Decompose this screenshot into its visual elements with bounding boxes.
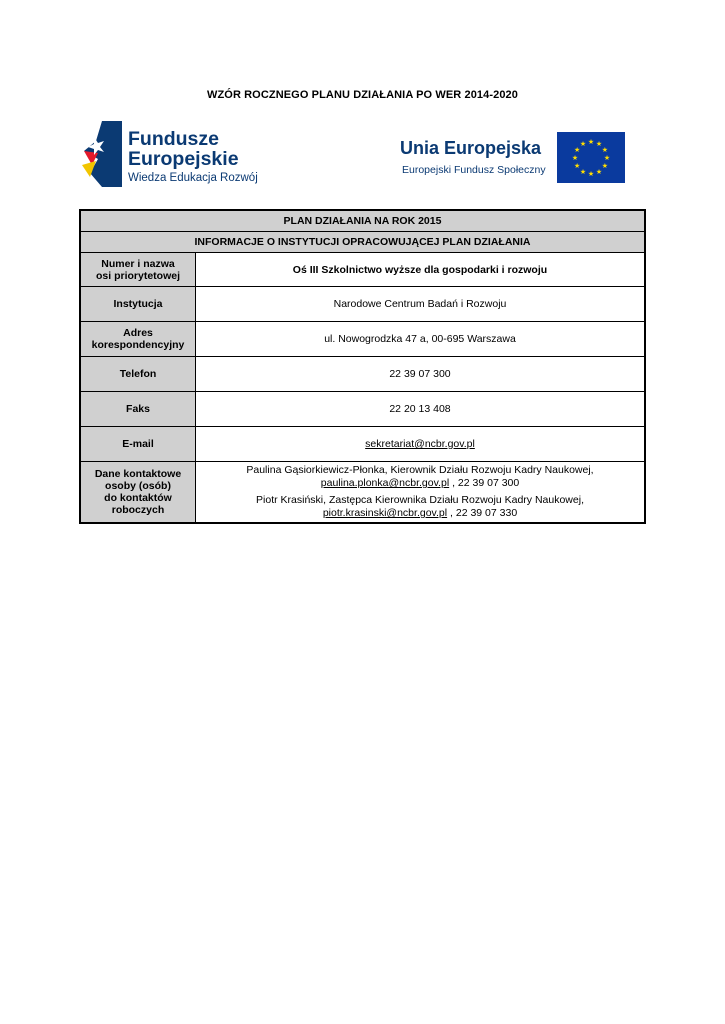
contacts-label: Dane kontaktowe osoby (osób) do kontaktów roboczych (80, 462, 196, 524)
eu-flag-icon (557, 132, 625, 183)
eu-star-icon: ★ (601, 147, 609, 154)
eu-star-icon: ★ (587, 171, 595, 178)
email-link[interactable]: sekretariat@ncbr.gov.pl (365, 438, 475, 450)
fax-value: 22 20 13 408 (196, 392, 646, 427)
phone-label: Telefon (80, 357, 196, 392)
fe-logo-line1: Fundusze (128, 128, 219, 150)
eu-star-icon: ★ (579, 168, 587, 176)
contact-person-2-details (200, 507, 640, 520)
table-row (80, 392, 645, 427)
axis-value: Oś III Szkolnictwo wyższe dla gospodarki i rozwoju (196, 253, 646, 287)
eu-star-icon: ★ (595, 168, 603, 176)
email-label: E-mail (80, 427, 196, 462)
contacts-value (196, 462, 646, 524)
institution-label: Instytucja (80, 287, 196, 322)
table-row (80, 427, 645, 462)
eu-star-icon: ★ (587, 139, 595, 146)
eu-star-icon: ★ (595, 141, 603, 149)
plan-title: PLAN DZIAŁANIA NA ROK 2015 (80, 210, 645, 232)
document-title: WZÓR ROCZNEGO PLANU DZIAŁANIA PO WER 2014-2020 (206, 89, 518, 101)
fe-logo-tagline: Wiedza Edukacja Rozwój (128, 172, 258, 184)
contact-person-1-phone: , 22 39 07 300 (449, 477, 520, 489)
contact-person-2-phone: , 22 39 07 330 (447, 507, 518, 519)
fax-label: Faks (80, 392, 196, 427)
email-cell (196, 427, 646, 462)
contact-person-2-email[interactable]: piotr.krasinski@ncbr.gov.pl (322, 507, 448, 519)
phone-value: 22 39 07 300 (196, 357, 646, 392)
eu-star-icon: ★ (579, 141, 587, 149)
contact-person-2: Piotr Krasiński, Zastępca Kierownika Działu Rozwoju Kadry Naukowej, (256, 494, 584, 506)
institution-value: Narodowe Centrum Badań i Rozwoju (196, 287, 646, 322)
eu-star-icon: ★ (601, 163, 609, 170)
axis-label: Numer i nazwa osi priorytetowej (80, 253, 196, 287)
fundusze-europejskie-logo (82, 121, 262, 191)
table-row (80, 462, 645, 524)
plan-table (79, 209, 646, 524)
plan-subtitle: INFORMACJE O INSTYTUCJI OPRACOWUJĄCEJ PLAN DZIAŁANIA (80, 232, 645, 253)
fe-logo-line2: Europejskie (128, 148, 239, 170)
address-value: ul. Nowogrodzka 47 a, 00-695 Warszawa (196, 322, 646, 357)
table-row (80, 253, 645, 287)
table-row (80, 357, 645, 392)
eu-star-icon: ★ (571, 155, 579, 162)
unia-europejska-logo (400, 132, 628, 186)
eu-star-icon: ★ (573, 163, 581, 170)
contact-person-1-email[interactable]: paulina.plonka@ncbr.gov.pl (320, 477, 450, 489)
eu-logo-name: Unia Europejska (400, 138, 542, 158)
contact-person-1: Paulina Gąsiorkiewicz-Płonka, Kierownik Działu Rozwoju Kadry Naukowej, (246, 464, 594, 476)
eu-logo-sub: Europejski Fundusz Społeczny (402, 164, 546, 176)
table-row (80, 322, 645, 357)
fe-flag-icon (82, 121, 122, 187)
table-row (80, 287, 645, 322)
eu-star-icon: ★ (573, 147, 581, 154)
address-label: Adres korespondencyjny (80, 322, 196, 357)
contact-person-1-details (200, 477, 640, 490)
eu-star-icon: ★ (603, 155, 611, 162)
